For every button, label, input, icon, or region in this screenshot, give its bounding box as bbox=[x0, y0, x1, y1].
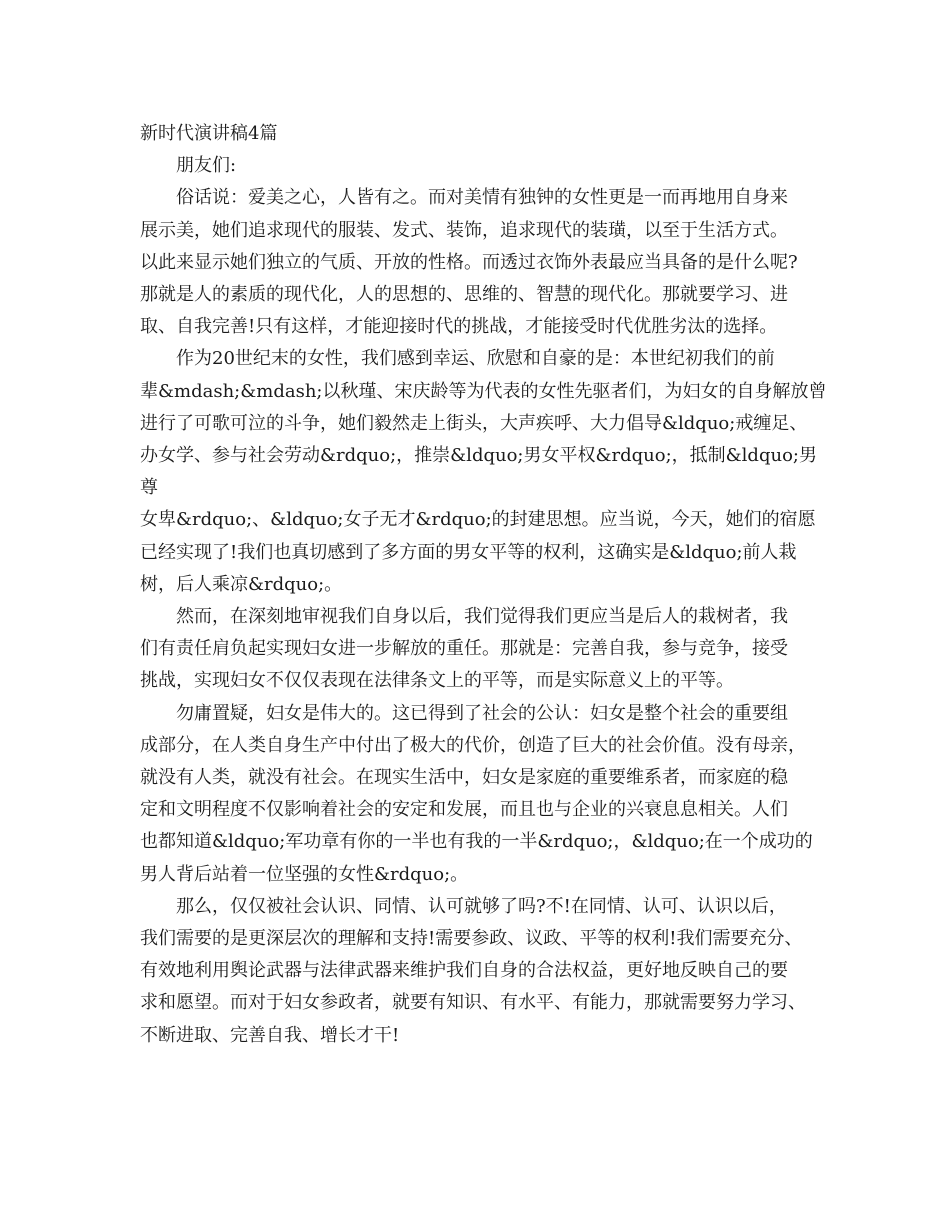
document-body bbox=[140, 118, 830, 1052]
paragraph-greeting: 朋友们: bbox=[176, 155, 237, 177]
paragraph: 那么，仅仅被社会认识、同情、认可就够了吗?不!在同情、认可、认识以后， 我们需要的是更深层次的理解和支持!需要参政、议政、平等的权利!我们需要充分、 有效地利用舆论武器与法律武器来维护我们自身的合法权益，更好地反映自己的要 求和愿望。而对于妇女参政者，就要有知识、有水平、有能力，那就需要努力学习、 不断进取、完善自我、增长才干! bbox=[140, 895, 806, 1046]
paragraph: 勿庸置疑，妇女是伟大的。这已得到了社会的公认：妇女是整个社会的重要组 成部分，在人类自身生产中付出了极大的代价，创造了巨大的社会价值。没有母亲， 就没有人类，就没有社会。在现实生活中，妇女是家庭的重要维系者，而家庭的稳 定和文明程度不仅影响着社会的安定和发展，而且也与企业的兴衰息息相关。人们 也都知道&ldquo;军功章有你的一半也有我的一半&rdquo;，&ldquo;在一个成功的 男人背后站着一位坚强的女性&rdquo;。 bbox=[140, 702, 813, 885]
paragraph: 然而，在深刻地审视我们自身以后，我们觉得我们更应当是后人的栽树者，我 们有责任肩负起实现妇女进一步解放的重任。那就是：完善自我，参与竞争，接受 挑战，实现妇女不仅仅表现在法律条文上的平等，而是实际意义上的平等。 bbox=[140, 606, 788, 692]
paragraph: 俗话说：爱美之心，人皆有之。而对美情有独钟的女性更是一而再地用自身来 展示美，她们追求现代的服装、发式、装饰，追求现代的装璜，以至于生活方式。 以此来显示她们独立的气质、开放的性格。而透过衣饰外表最应当具备的是什么呢? 那就是人的素质的现代化，人的思想的、思维的、智慧的现代化。那就要学习、进 取、自我完善!只有这样，才能迎接时代的挑战，才能接受时代优胜劣汰的选择。 bbox=[140, 187, 798, 338]
paragraph: 作为20世纪末的女性，我们感到幸运、欣慰和自豪的是：本世纪初我们的前 辈&mdash;&mdash;以秋瑾、宋庆龄等为代表的女性先驱者们，为妇女的自身解放曾 进行了可歌可泣的斗争，她们毅然走上街头，大声疾呼、大力倡导&ldquo;戒缠足、 办女学、参与社会劳动&rdquo;，推崇&ldquo;男女平权&rdquo;，抵制&ldquo;男尊 女卑&rdquo;、&ldquo;女子无才&rdquo;的封建思想。应当说，今天，她们的宿愿 已经实现了!我们也真切感到了多方面的男女平等的权利，这确实是&ldquo;前人栽 树，后人乘凉&rdquo;。 bbox=[140, 348, 827, 595]
document-title: 新时代演讲稿4篇 bbox=[140, 123, 278, 144]
